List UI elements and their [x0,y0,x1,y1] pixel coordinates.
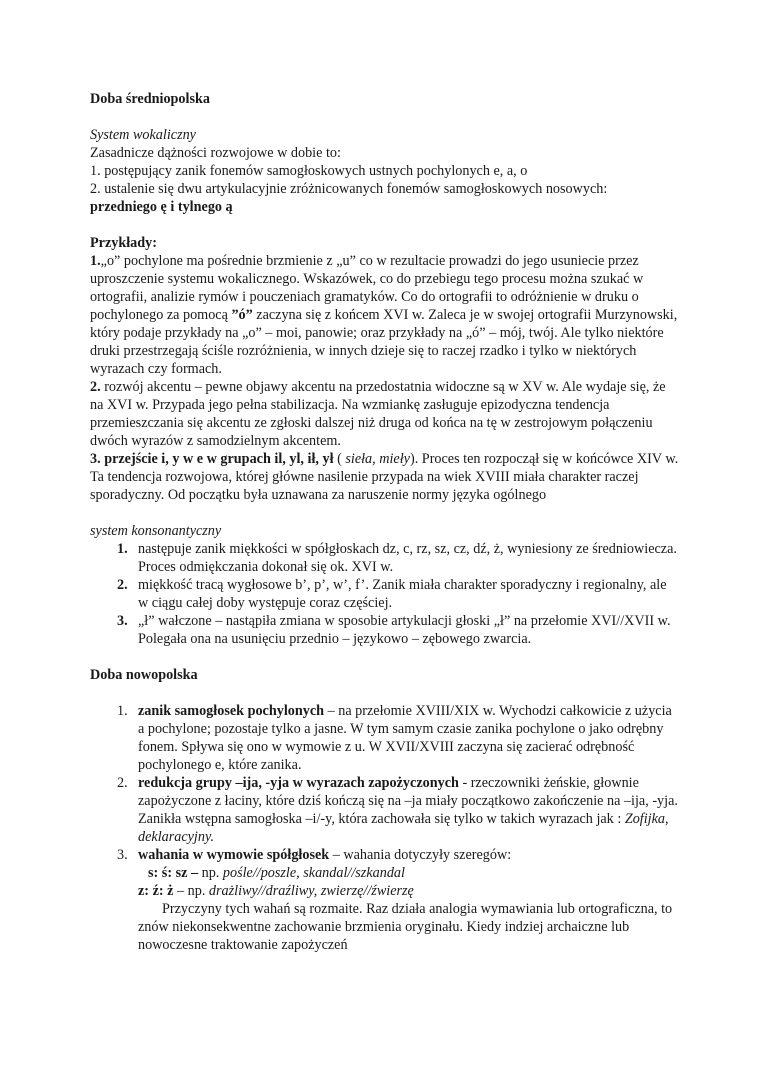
example-paragraph-1: 1.„o” pochylone ma pośrednie brzmienie z „u” co w rezultacie prowadzi do jego usuniecie przez uproszczenie systemu wokalicznego. Wskazówek, co do przebiegu tego procesu można szukać w ortografii, analizie rymów i pouczeniach gramatyków. Co do ortografii to odróżnienie w druku o pochylonego za pomocą ”ó” zaczyna się z końcem XVI w. Zaleca je w swojej ortografii Murzynowski, który podaje przykłady na „o” – moi, panowie; oraz przykłady na „ó” – mój, twój. Ale tylko niektóre druki przestrzegają ściśle rozróżnienia, w innych dzieje się to raczej rzadko i tylko w niektórych wyrazach czy formach. [90,253,678,377]
list-item: 1. zanik samogłosek pochylonych – na przełomie XVIII/XIX w. Wychodzi całkowicie z użycia a pochylone; pozostaje tylko a jasne. W tym samym czasie zanika pochylone o jako odrębny fonem. Spływa się ono w wymowie z u. W XVII/XVIII zaczyna się zacierać odrębność pochylonego e, które zanika. [117,703,672,773]
example-2-number: 2. [90,379,101,395]
list-item: 2. redukcja grupy –ija, -yja w wyrazach zapożyczonych - rzeczowniki żeńskie, głownie zapożyczone z łaciny, które dziś kończą się na –ja miały początkowo zakończenie na –ija, -yja. Zanikła wstępna samogłoska –i/-y, która zachowała się tylko w takich wyrazach jak : Zofijka, deklaracyjny. [117,775,678,845]
list-item: 1. następuje zanik miękkości w spółgłoskach dz, c, rz, sz, cz, dź, ż, wyniesiony ze średniowiecza. Proces odmiękczania dokonał się ok. XVI w. [117,541,677,575]
row-s: s: ś: sz – np. pośle//poszle, skandal//szkandal [148,865,405,881]
heading-przyklady: Przykłady: [90,235,157,251]
consonant-list [117,540,680,648]
example-3-number: 3 [90,451,98,467]
intro-item-2-bold: przedniego ę i tylnego ą [90,199,233,215]
list-item: 3. „ł” wałczone – nastąpiła zmiana w sposobie artykulacji głoski „ł” na przełomie XVI//XVII w. Polegała ona na usunięciu przednio – językowo – zębowego zwarcia. [117,613,671,647]
subheading-system-wokaliczny: System wokaliczny [90,127,196,143]
intro-line: Zasadnicze dążności rozwojowe w dobie to: [90,145,341,161]
heading-nowopolska: Doba nowopolska [90,667,198,683]
final-paragraph: Przyczyny tych wahań są rozmaite. Raz działa analogia wymawiania lub ortograficzna, to znów niekonsekwentne zachowanie brzmienia oryginału. Kiedy indziej archaiczne lub nowoczesne traktowanie zapożyczeń [138,901,673,953]
subheading-system-konsonantyczny: system konsonantyczny [90,523,222,539]
example-paragraph-2: 2. rozwój akcentu – pewne objawy akcentu na przedostatnia widoczne są w XV w. Ale wydaje się, że na XVI w. Przypada jego pełna stabilizacja. Na wzmiankę zasługuje epizodyczna tendencja przemieszczania się akcentu ze zgłoski dalszej niż druga od końca na tę w zestrojowym połączeniu dwóch wyrazów z samodzielnym akcentem. [90,379,666,449]
list-item: 2. miękkość tracą wygłosowe b’, p’, w’, f’. Zanik miała charakter sporadyczny i regionalny, ale w ciągu całej doby występuje coraz częściej. [117,577,667,611]
intro-item-2: 2. ustalenie się dwu artykulacyjnie zróżnicowanych fonemów samogłoskowych nosowych: [90,181,608,197]
heading-sredniopolska: Doba średniopolska [90,91,210,107]
intro-item-1: 1. postępujący zanik fonemów samogłoskowych ustnych pochylonych e, a, o [90,163,528,179]
document-page [90,90,680,954]
o-pochylone-mark: ”ó” [231,307,253,323]
row-z: z: ź: ż – np. drażliwy//draźliwy, zwierzę//źwierzę [138,883,414,899]
example-1-number: 1. [90,253,101,269]
nowopolska-list [117,702,680,954]
list-item: 3. wahania w wymowie spółgłosek – wahania dotyczyły szeregów: s: ś: sz – np. pośle//poszle, skandal//szkandal z: ź: ż – np. drażliwy//draźliwy, zwierzę//źwierzę Przyczyny tych wahań są rozmaite. Raz działa analogia wymawiania lub ortograficzna, to znów niekonsekwentne zachowanie brzmienia oryginału. Kiedy indziej archaiczne lub nowoczesne traktowanie zapożyczeń [138,846,680,954]
example-paragraph-3: 3. przejście i, y w e w grupach il, yl, ił, ył ( sieła, miełу). Proces ten rozpoczął się w końcówce XIV w. Ta tendencja rozwojowa, której główne nasilenie przypada na wiek XVIII miała charakter raczej sporadyczny. Od początku była uznawana za naruszenie normy języka ogólnego [90,451,679,503]
